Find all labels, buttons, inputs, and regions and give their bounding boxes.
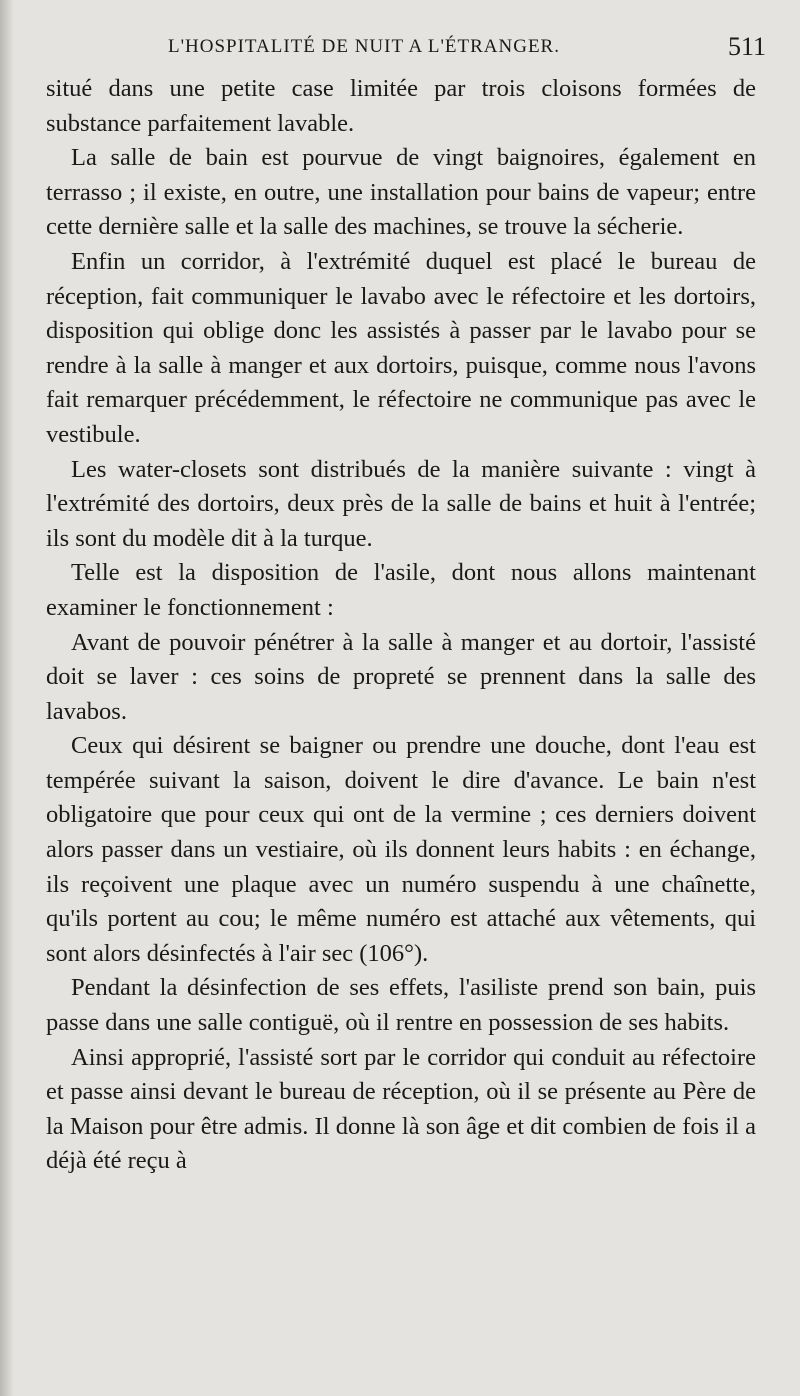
paragraph: Avant de pouvoir pénétrer à la salle à manger et au dortoir, l'assisté doit se laver : ces soins de propreté se prennent dans la salle des lavabos. — [46, 628, 756, 725]
paragraph: Les water-closets sont distribués de la manière suivante : vingt à l'extrémité des dortoirs, deux près de la salle de bains et huit à l'entrée; ils sont du modèle dit à la turque. — [46, 455, 756, 552]
paragraph: Ainsi approprié, l'assisté sort par le corridor qui conduit au réfectoire et passe ainsi devant le bureau de réception, où il se présente au Père de la Maison pour être admis. Il donne là son âge et dit combien de fois il a déjà été reçu à — [46, 1043, 756, 1175]
paragraph: La salle de bain est pourvue de vingt baignoires, également en terrasso ; il existe, en outre, une installation pour bains de vapeur; entre cette dernière salle et la salle des machines, se trouve la sécherie. — [46, 144, 756, 241]
paragraph: Telle est la disposition de l'asile, dont nous allons maintenant examiner le fonctionnement : — [46, 559, 756, 621]
body-text — [46, 72, 756, 1179]
paragraph: Enfin un corridor, à l'extrémité duquel est placé le bureau de réception, fait communiquer le lavabo avec le réfectoire et les dortoirs, disposition qui oblige donc les assistés à passer par le lavabo pour se rendre à la salle à manger et aux dortoirs, puisque, comme nous l'avons fait remarquer précédemment, le réfectoire ne communique pas avec le vestibule. — [46, 247, 756, 448]
paragraph: Pendant la désinfection de ses effets, l'asiliste prend son bain, puis passe dans une salle contiguë, où il rentre en possession de ses habits. — [46, 974, 756, 1037]
running-head-title: L'HOSPITALITÉ DE NUIT A L'ÉTRANGER. — [168, 36, 560, 57]
running-head — [168, 32, 770, 68]
page-number: 511 — [727, 32, 766, 61]
paragraph: situé dans une petite case limitée par trois cloisons formées de substance parfaitement lavable. — [46, 75, 756, 137]
paragraph: Ceux qui désirent se baigner ou prendre une douche, dont l'eau est tempérée suivant la saison, doivent le dire d'avance. Le bain n'est obligatoire que pour ceux qui ont de la vermine ; ces derniers doivent alors passer dans un vestiaire, où ils donnent leurs habits : en échange, ils reçoivent une plaque avec un numéro suspendu à une chaînette, qu'ils portent au cou; le même numéro est attaché aux vêtements, qui sont alors désinfectés à l'air sec (106°). — [46, 732, 756, 967]
